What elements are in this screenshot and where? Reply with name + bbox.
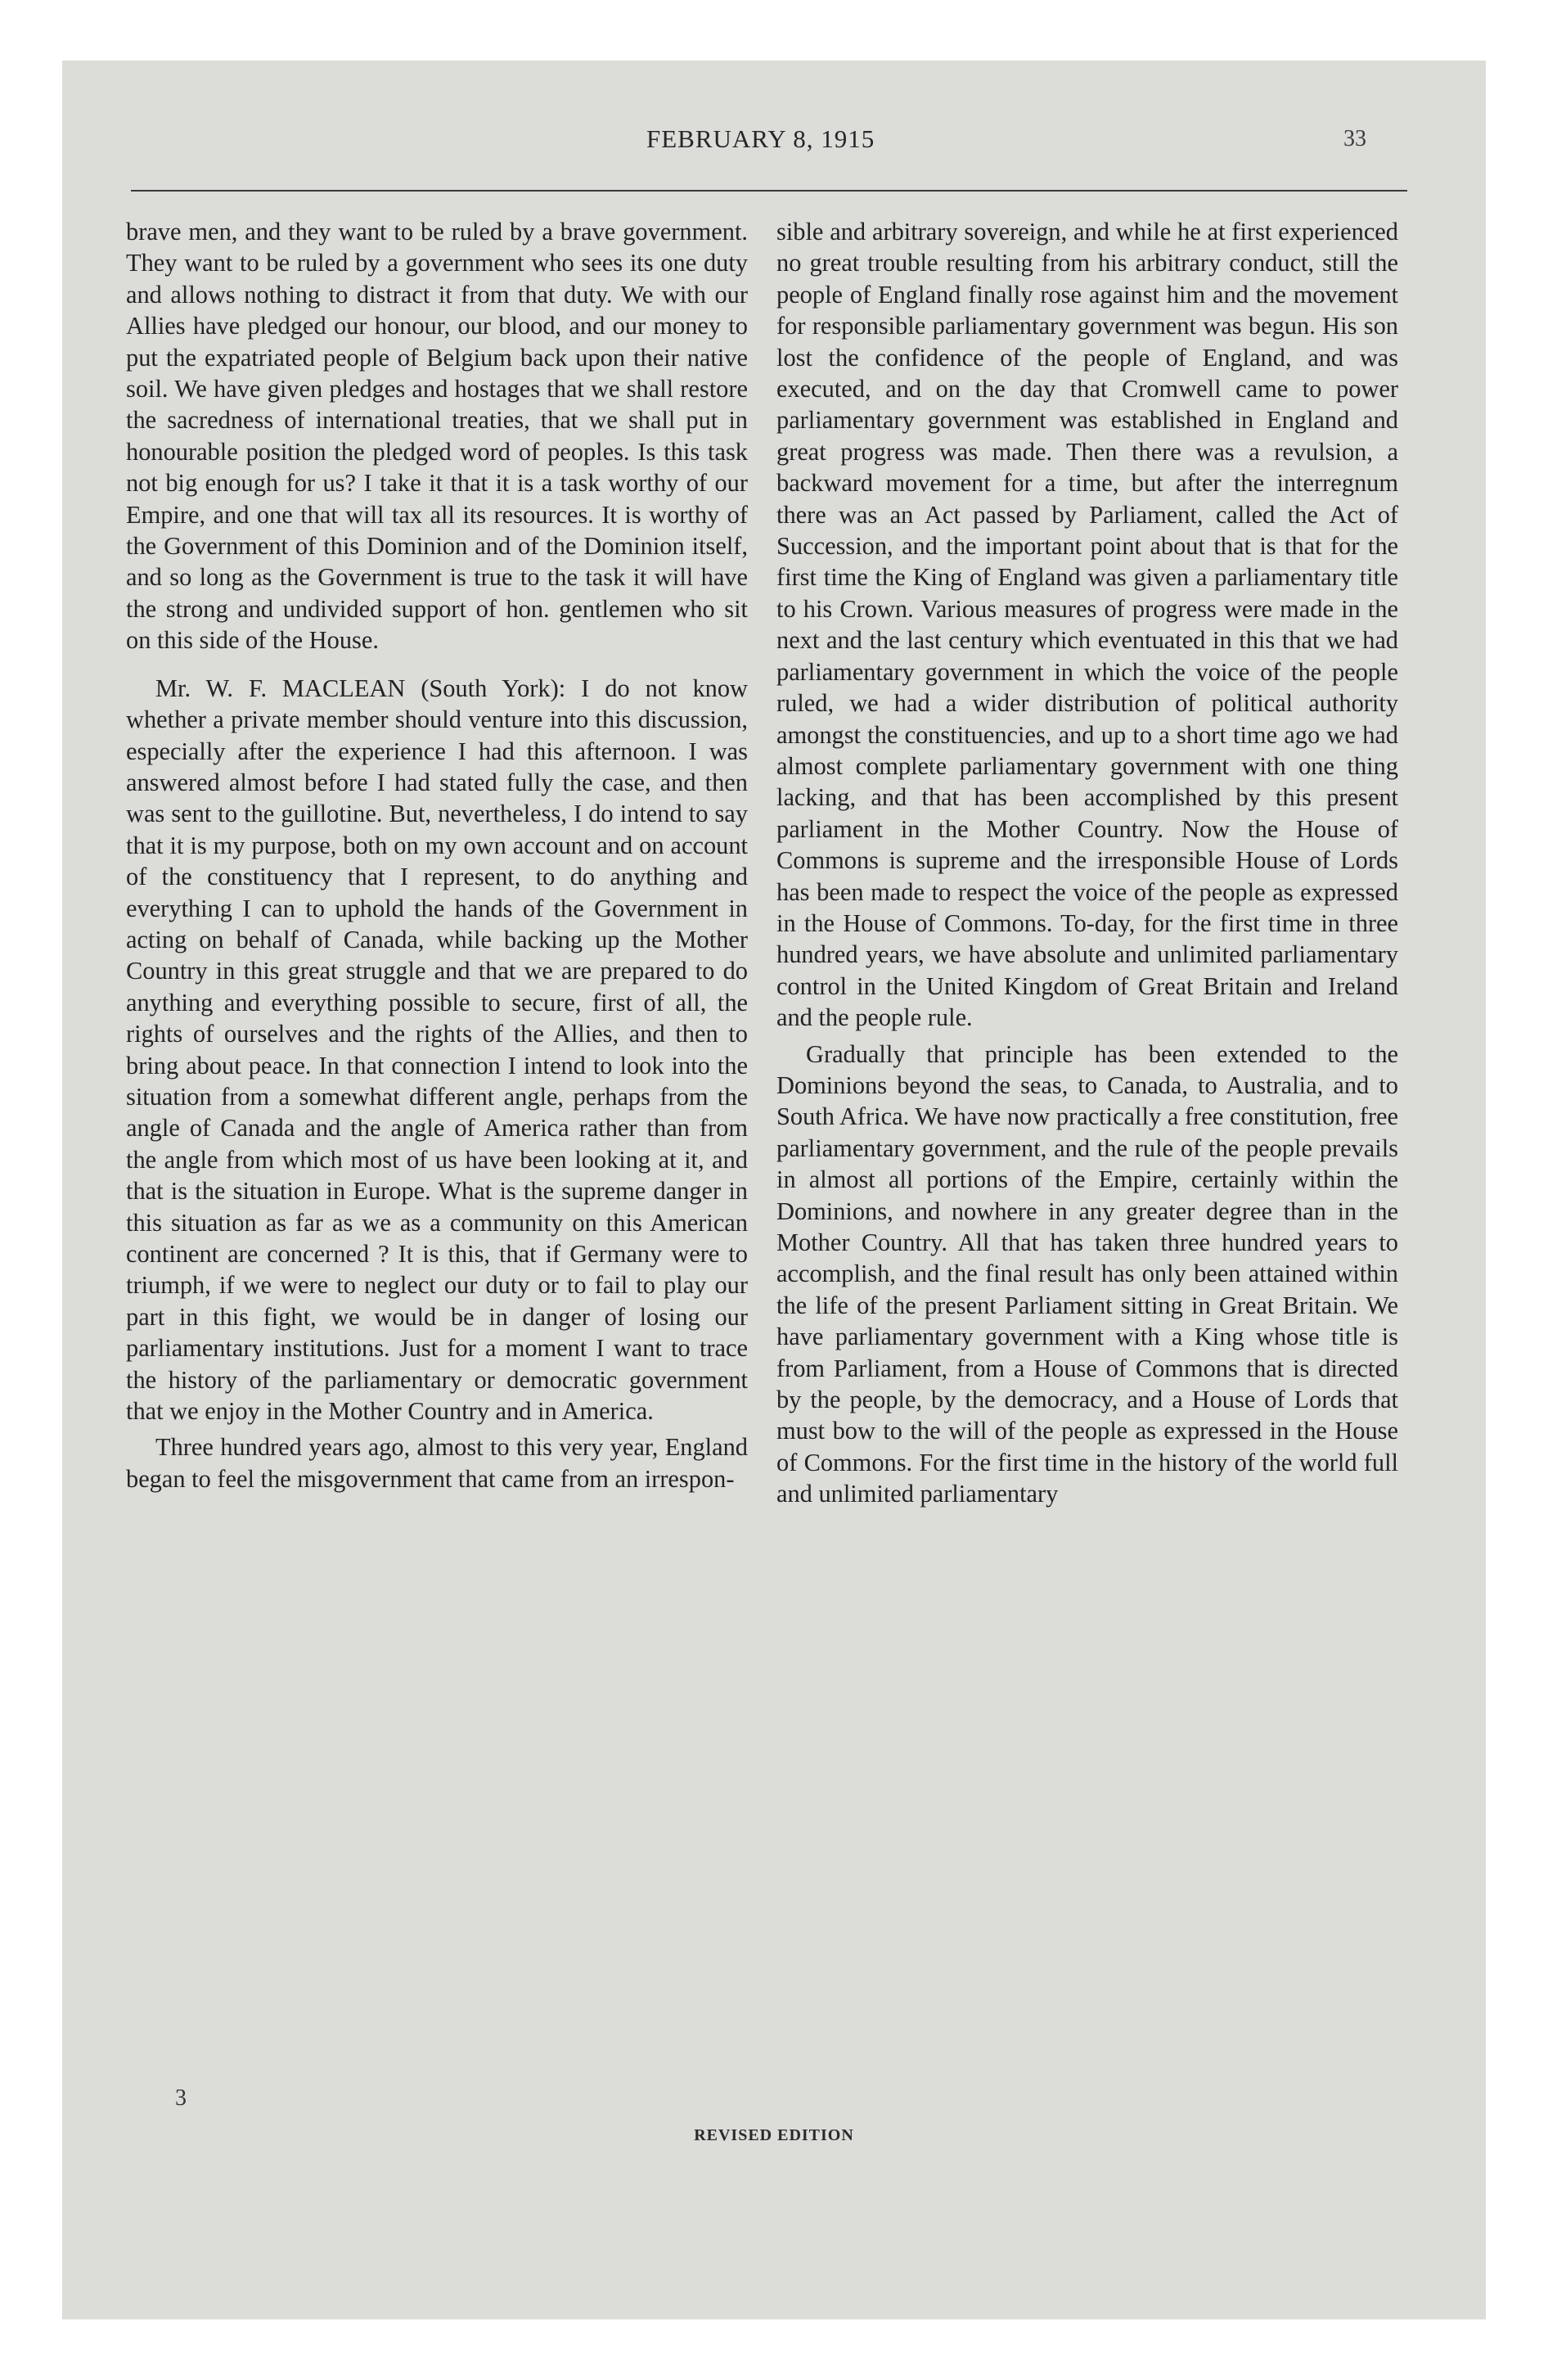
left-paragraph-1: brave men, and they want to be ruled by a brave government. They want to be ruled by a government who sees its one duty and allows nothing to distract it from that duty. We with our Allies have pledged our honour, our blood, and our money to put the expatriated people of Belgium back upon their native soil. We have given pledges and hostages that we shall restore the sacredness of international treaties, that we shall put in honourable position the pledged word of peoples. Is this task not big enough for us? I take it that it is a task worthy of our Empire, and one that will tax all its resources. It is worthy of the Government of this Dominion and of the Dominion itself, and so long as the Government is true to the task it will have the strong and undivided support of hon. gentlemen who sit on this side of the House.: [126, 218, 748, 655]
signature-folio: 3: [175, 2085, 187, 2111]
left-column: [126, 216, 748, 1494]
left-paragraph-2-maclean-speech: Mr. W. F. MACLEAN (South York): I do not know whether a private member should venture into this discussion, especially after the experience I had this afternoon. I was answered almost before I had stated fully the case, and then was sent to the guillotine. But, nevertheless, I do intend to say that it is my purpose, both on my own account and on account of the constituency that I represent, to do anything and everything I can to uphold the hands of the Government in acting on behalf of Canada, while backing up the Mother Country in this great struggle and that we are prepared to do anything and everything possible to secure, first of all, the rights of ourselves and the rights of the Allies, and then to bring about peace. In that connection I intend to look into the situation from a somewhat different angle, perhaps from the angle of Canada and the angle of America rather than from the angle from which most of us have been looking at it, and that is the situation in Europe. What is the supreme danger in this situation as far as we as a community on this American continent are concerned ? It is this, that if Germany were to triumph, if we were to neglect our duty or to fail to play our part in this fight, we would be in danger of losing our parliamentary institutions. Just for a moment I want to trace the history of the parliamentary or democratic government that we enjoy in the Mother Country and in America.: [126, 674, 748, 1426]
right-paragraph-1: sible and arbitrary sovereign, and while he at first experienced no great trouble resulting from his arbitrary conduct, still the people of England finally rose against him and the movement for responsible parliamentary government was begun. His son lost the confidence of the people of England, and was executed, and on the day that Cromwell came to power parliamentary government was established in England and great progress was made. Then there was a revulsion, a backward movement for a time, but after the interregnum there was an Act passed by Parliament, called the Act of Succession, and the important point about that is that for the first time the King of England was given a parliamentary title to his Crown. Various measures of progress were made in the next and the last century which eventuated in this that we had parliamentary government in which the voice of the people ruled, we had a wider distribution of political authority amongst the constituencies, and up to a short time ago we had almost complete parliamentary government with one thing lacking, and that has been accomplished by this present parliament in the Mother Country. Now the House of Commons is supreme and the irresponsible House of Lords has been made to respect the voice of the people as expressed in the House of Commons. To-day, for the first time in three hundred years, we have absolute and unlimited parliamentary control in the United Kingdom of Great Britain and Ireland and the people rule.: [776, 218, 1398, 1032]
right-paragraph-2: Gradually that principle has been extended to the Dominions beyond the seas, to Canada, to Australia, and to South Africa. We have now practically a free constitution, free parliamentary government, and the rule of the people prevails in almost all portions of the Empire, certainly within the Dominions, and nowhere in any greater degree than in the Mother Country. All that has taken three hundred years to accomplish, and the final result has only been attained within the life of the present Parliament sitting in Great Britain. We have parliamentary government with a King whose title is from Parliament, from a House of Commons that is directed by the people, by the democracy, and a House of Lords that must bow to the will of the people as expressed in the House of Commons. For the first time in the history of the world full and unlimited parliamentary: [776, 1039, 1398, 1508]
header-rule: [131, 190, 1407, 192]
revised-edition-note: REVISED EDITION: [694, 2126, 854, 2144]
running-header: [62, 118, 1486, 167]
right-column: [776, 216, 1398, 1510]
header-date: FEBRUARY 8, 1915: [646, 124, 875, 153]
scanned-page: [62, 61, 1486, 2319]
left-paragraph-3: Three hundred years ago, almost to this very year, England began to feel the misgovernment that came from an irrespon-: [126, 1433, 748, 1493]
page-number: 33: [1343, 126, 1366, 151]
